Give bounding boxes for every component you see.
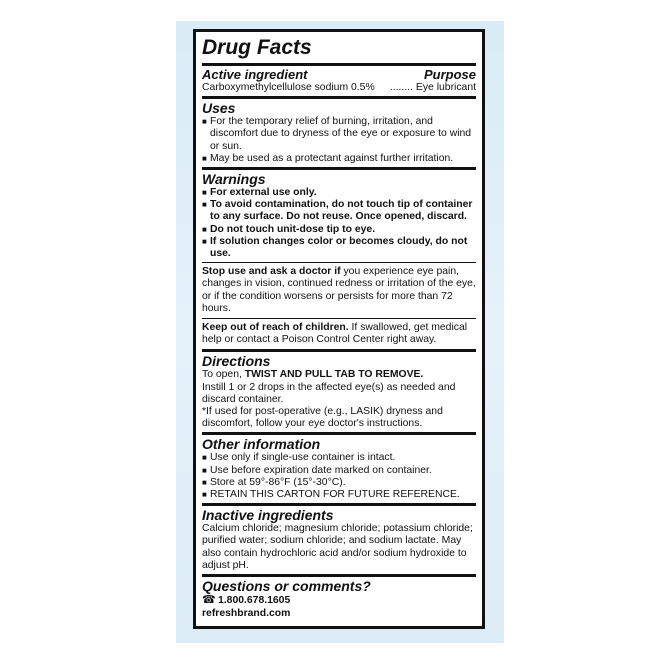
stop-use-section (202, 263, 476, 319)
active-ingredient-header-row (202, 67, 476, 82)
keep-out-section (202, 319, 476, 352)
phone-row (202, 594, 476, 607)
uses-section (202, 99, 476, 170)
other-item-text: Use only if single-use container is intact. (210, 452, 396, 464)
directions-open-bold: TWIST AND PULL TAB TO REMOVE. (244, 369, 424, 381)
bullet-square-icon: ■ (202, 477, 207, 487)
other-item-text: RETAIN THIS CARTON FOR FUTURE REFERENCE. (210, 489, 460, 501)
other-item-text: Store at 59°-86°F (15°-30°C). (210, 476, 346, 488)
uses-item-text: For the temporary relief of burning, irritation, and discomfort due to dryness of the eye or exposure to wind or sun. (210, 116, 472, 152)
bullet-square-icon: ■ (202, 188, 207, 198)
warnings-section (202, 170, 476, 263)
directions-line (202, 369, 476, 381)
warnings-item-text: To avoid contamination, do not touch tip of container to any surface. Do not reuse. Once opened, discard. (210, 199, 473, 223)
inactive-ingredients-heading: Inactive ingredients (202, 507, 334, 524)
bullet-square-icon: ■ (202, 453, 207, 463)
uses-item (202, 116, 476, 153)
directions-line: Instill 1 or 2 drops in the affected eye(s) as needed and discard container. (202, 381, 456, 405)
warnings-item-text: If solution changes color or becomes cloudy, do not use. (210, 235, 468, 260)
uses-heading: Uses (202, 100, 236, 117)
questions-heading: Questions or comments? (202, 578, 371, 595)
warnings-item (202, 199, 476, 223)
other-item (202, 465, 476, 477)
bullet-square-icon: ■ (202, 224, 207, 234)
active-ingredient-section (202, 66, 476, 99)
bullet-square-icon: ■ (202, 117, 207, 127)
warnings-item (202, 236, 476, 260)
stop-use-body: you experience eye pain, changes in vision, continued redness or irritation of the eye, or if the condition worsens or persists for more than 72 hours. (202, 266, 476, 314)
directions-note: *If used for post-operative (e.g., LASIK) dryness and discomfort, follow your eye doctor's instructions. (202, 406, 443, 430)
other-information-section (202, 435, 476, 506)
warnings-item (202, 187, 476, 199)
warnings-item-text: Do not touch unit-dose tip to eye. (210, 223, 376, 235)
directions-open-text: To open, (202, 369, 245, 381)
other-item (202, 489, 476, 501)
bullet-square-icon: ■ (202, 236, 207, 246)
other-item-text: Use before expiration date marked on container. (210, 464, 432, 476)
warnings-heading: Warnings (202, 171, 266, 188)
website-text: refreshbrand.com (202, 608, 291, 620)
keep-out-bold: Keep out of reach of children. (202, 322, 349, 334)
stop-use-text (202, 266, 476, 315)
stop-use-bold: Stop use and ask a doctor if (202, 266, 341, 278)
uses-item-text: May be used as a protectant against further irritation. (210, 152, 454, 164)
other-item (202, 452, 476, 464)
directions-heading: Directions (202, 353, 271, 370)
bullet-square-icon: ■ (202, 465, 207, 475)
keep-out-body: If swallowed, get medical help or contact a Poison Control Center right away. (202, 322, 468, 346)
other-information-heading: Other information (202, 436, 321, 453)
keep-out-text (202, 322, 476, 346)
warnings-item (202, 224, 476, 236)
uses-item (202, 153, 476, 165)
inactive-ingredients-section (202, 506, 476, 577)
inactive-ingredients-text: Calcium chloride; magnesium chloride; potassium chloride; purified water; sodium chloride; and sodium lactate. May also contain hydrochloric acid and/or sodium hydroxide to adjust pH. (202, 523, 473, 571)
active-ingredient-heading: Active ingredient (202, 67, 308, 82)
drug-facts-panel (193, 29, 485, 629)
bullet-square-icon: ■ (202, 153, 207, 163)
drug-facts-title: Drug Facts (202, 36, 312, 59)
directions-section (202, 352, 476, 435)
other-item (202, 477, 476, 489)
questions-section (202, 577, 476, 622)
leader-dots: ........ (389, 82, 413, 93)
telephone-icon: ☎ (202, 594, 216, 607)
bullet-square-icon: ■ (202, 490, 207, 500)
purpose-heading: Purpose (423, 67, 476, 82)
drug-facts-header (202, 32, 476, 66)
active-ingredient-name: Carboxymethylcellulose sodium 0.5% (202, 82, 375, 93)
phone-number: 1.800.678.1605 (218, 595, 291, 607)
warnings-item-text: For external use only. (210, 187, 317, 199)
website-row (202, 607, 476, 620)
active-ingredient-row (202, 82, 476, 94)
bullet-square-icon: ■ (202, 200, 207, 210)
active-ingredient-purpose: Eye lubricant (415, 82, 476, 93)
